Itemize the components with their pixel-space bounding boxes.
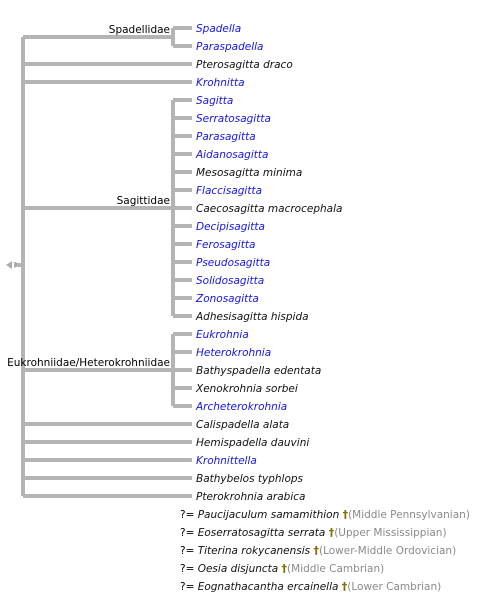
fossil-age: (Upper Mississippian) [334,527,447,539]
taxon-label: Xenokrohnia sorbei [196,383,298,395]
extinct-dagger-icon: † [342,508,349,521]
clade-label: Sagittidae [116,195,170,207]
fossil-mark: ?= [180,563,195,575]
taxon-link[interactable]: Flaccisagitta [196,185,263,197]
clade-label: Eukrohniidae/Heterokrohniidae [7,357,170,369]
taxon-label: Bathybelos typhlops [196,473,304,485]
taxon-link[interactable]: Aidanosagitta [196,149,269,161]
fossil-mark: ?= [180,581,195,593]
taxon-link[interactable]: Krohnitta [196,77,245,89]
clade-label: Spadellidae [108,24,170,36]
root-arrow-icon [6,261,12,269]
taxon-label: Caecosagitta macrocephala [196,203,343,215]
taxon-link[interactable]: Paraspadella [196,41,264,53]
taxon-label: Bathyspadella edentata [196,365,322,377]
taxon-link[interactable]: Krohnittella [196,455,257,467]
fossil-mark: ?= [180,509,195,521]
taxon-link[interactable]: Parasagitta [196,131,256,143]
taxon-link[interactable]: Pseudosagitta [196,257,271,269]
root-uncertain-mark: ? [13,261,18,270]
fossil-name: Eognathacantha ercainella [194,581,342,593]
taxon-label: Calispadella alata [196,419,290,431]
extinct-dagger-icon: † [313,544,319,557]
taxon-link[interactable]: Sagitta [196,95,234,107]
fossil-entry [180,544,456,557]
taxon-link[interactable]: Decipisagitta [196,221,265,233]
taxon-label: Mesosagitta minima [196,167,303,179]
fossil-entry [180,562,384,575]
taxon-label: Pterosagitta draco [196,59,293,71]
taxon-link[interactable]: Heterokrohnia [196,347,272,359]
taxon-link[interactable]: Eukrohnia [196,329,249,341]
fossil-entry [180,526,447,539]
fossil-age: (Middle Cambrian) [287,563,385,575]
fossil-name: Oesia disjuncta [194,563,282,575]
extinct-dagger-icon: † [341,580,348,593]
taxon-label: Hemispadella dauvini [196,437,310,449]
fossil-name: Eoserratosagitta serrata [194,527,329,539]
taxon-label: Pterokrohnia arabica [196,491,306,503]
fossil-name: Paucijaculum samamithion [194,509,343,521]
fossil-entry [180,580,441,593]
cladogram-edges [6,28,192,496]
extinct-dagger-icon: † [328,526,335,539]
fossil-mark: ?= [180,545,195,557]
taxon-link[interactable]: Serratosagitta [196,113,271,125]
fossil-mark: ?= [180,527,195,539]
taxon-link[interactable]: Spadella [196,23,242,35]
taxon-link[interactable]: Zonosagitta [196,293,259,305]
fossil-age: (Lower-Middle Ordovician) [319,545,457,557]
fossil-age: (Middle Pennsylvanian) [348,509,470,521]
taxon-link[interactable]: Archeterokrohnia [196,401,288,413]
taxon-link[interactable]: Ferosagitta [196,239,256,251]
taxon-link[interactable]: Solidosagitta [196,275,265,287]
fossil-age: (Lower Cambrian) [347,581,442,593]
fossil-name: Titerina rokycanensis [194,545,314,557]
fossil-list [180,508,470,593]
extinct-dagger-icon: † [281,562,288,575]
taxon-label: Adhesisagitta hispida [196,311,309,323]
fossil-entry [180,508,470,521]
